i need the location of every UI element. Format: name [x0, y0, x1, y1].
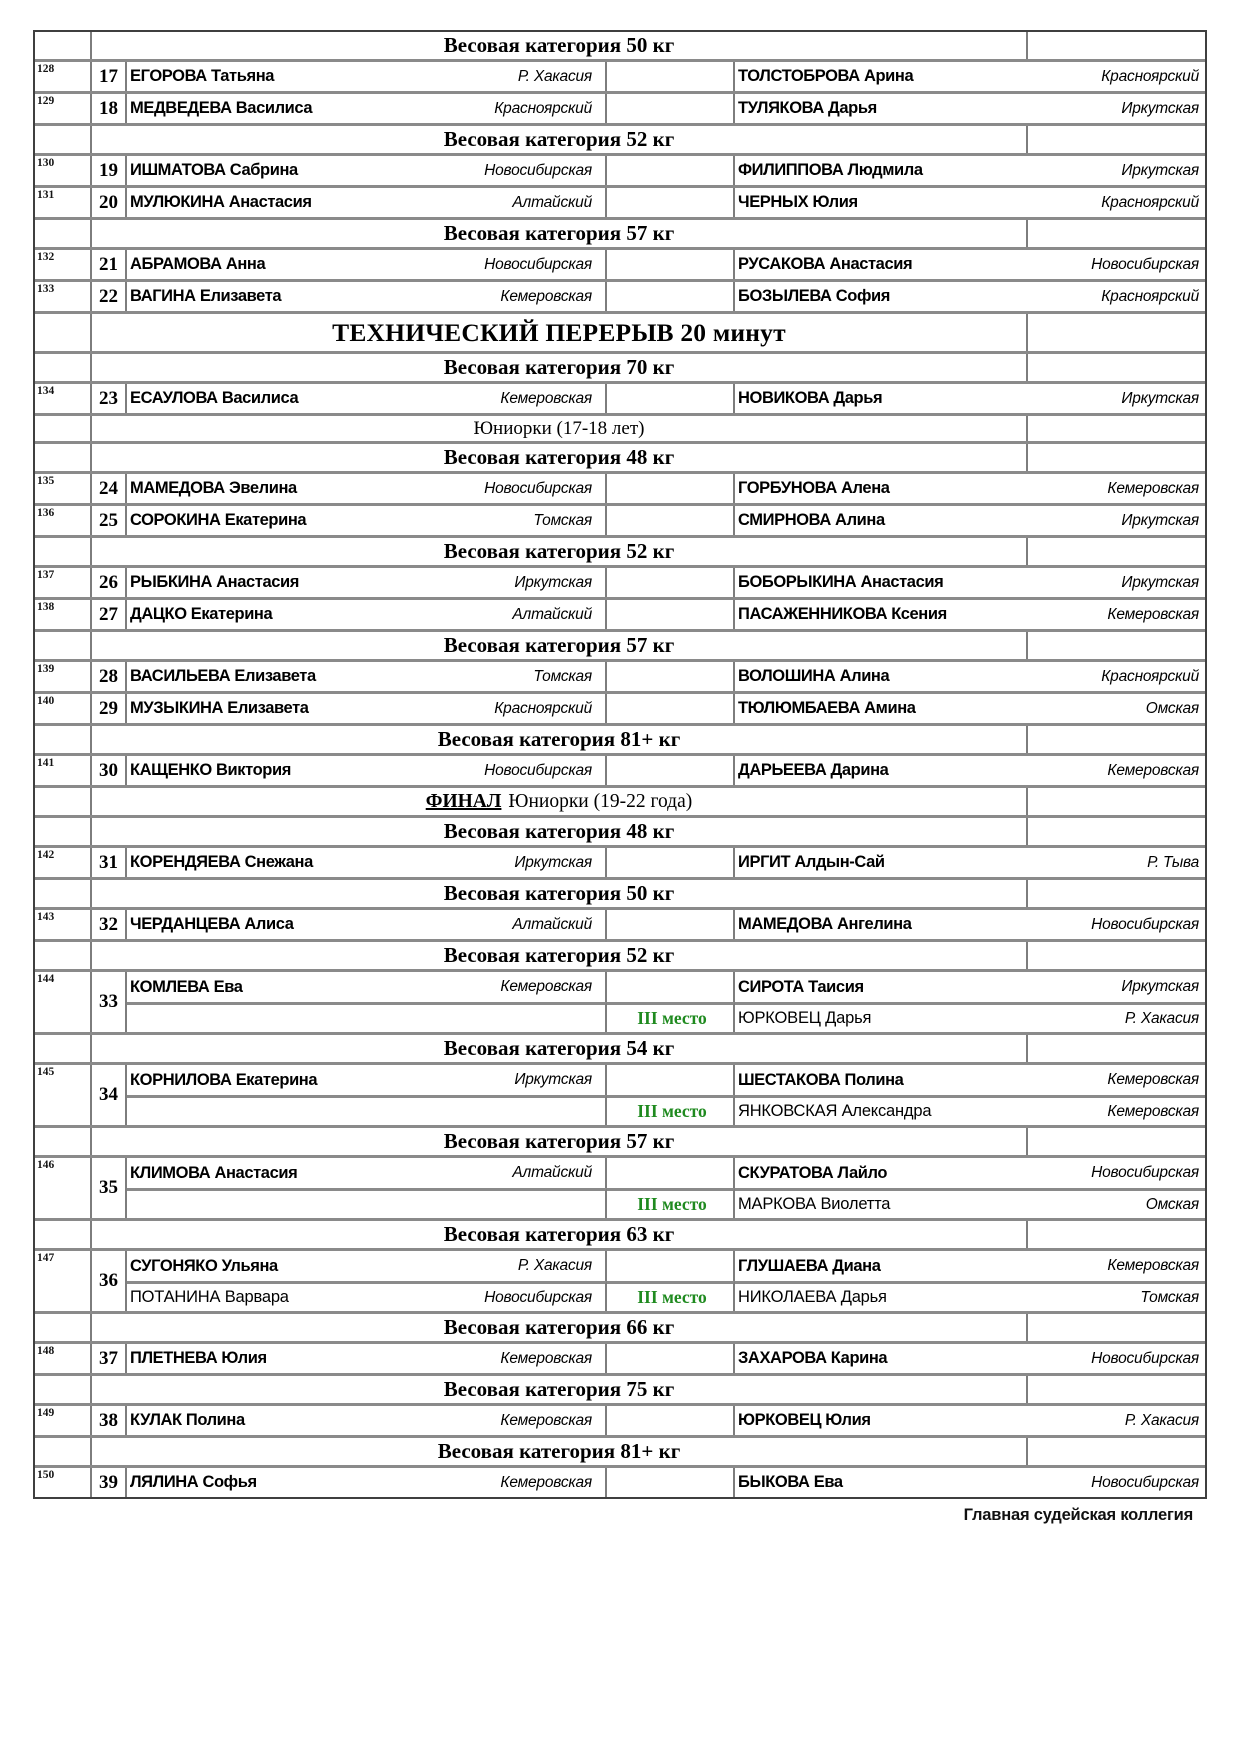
age-group-row: [35, 413, 1205, 441]
weight-category-row: [35, 535, 1205, 565]
bout-number: 29: [92, 694, 127, 723]
weight-category-title: Весовая категория 63 кг: [443, 1222, 675, 1246]
row-right-spacer: [1026, 942, 1205, 969]
left-competitor-name: МУЗЫКИНА Елизавета: [130, 699, 309, 717]
right-competitor-region: Кемеровская: [1107, 761, 1199, 779]
weight-category-title: Весовая категория 52 кг: [443, 127, 675, 151]
row-left-spacer: [35, 726, 92, 753]
bout-ref-number: 130: [35, 156, 92, 185]
right-competitor-name: НОВИКОВА Дарья: [738, 389, 883, 407]
right-competitor-name: СКУРАТОВА Лайло: [738, 1163, 888, 1182]
left-competitor-region: Томская: [460, 506, 607, 535]
left-competitor-region: Р. Хакасия: [460, 1251, 607, 1281]
weight-category-row: [35, 723, 1205, 753]
right-competitor-name: СМИРНОВА Алина: [738, 511, 885, 529]
third-place-right-region: Омская: [1026, 1188, 1205, 1218]
row-right-spacer: [1026, 32, 1205, 59]
bout-number: 26: [92, 568, 127, 597]
final-label: ФИНАЛ: [425, 790, 502, 812]
bout-ref-number: 146: [35, 1158, 92, 1218]
weight-category-row: [35, 815, 1205, 845]
bout-number: 19: [92, 156, 127, 185]
bout-number: 35: [92, 1158, 127, 1218]
bout-row: [35, 845, 1205, 877]
left-competitor-name: ЕСАУЛОВА Василиса: [130, 389, 299, 407]
right-competitor-region: Новосибирская: [1091, 915, 1199, 933]
bout-number: 20: [92, 188, 127, 217]
right-competitor-name: ПАСАЖЕННИКОВА Ксения: [738, 605, 947, 623]
right-competitor-name: СИРОТА Таисия: [738, 977, 864, 996]
final-group-row: [35, 785, 1205, 815]
bout-number: 18: [92, 94, 127, 123]
age-group-title: Юниорки (17-18 лет): [473, 417, 645, 439]
result-cell: [607, 568, 735, 597]
weight-category-title: Весовая категория 81+ кг: [437, 727, 681, 751]
left-competitor-region: Кемеровская: [460, 282, 607, 311]
third-place-label: III место: [607, 1188, 735, 1218]
third-place-right-name: ЯНКОВСКАЯ Александра: [735, 1095, 1026, 1125]
technical-break-row: [35, 311, 1205, 351]
left-competitor-name: ЛЯЛИНА Софья: [130, 1473, 257, 1491]
third-place-left-region: [460, 1095, 607, 1125]
left-competitor-region: Иркутская: [460, 848, 607, 877]
bout-ref-number: 144: [35, 972, 92, 1032]
bout-ref-number: 129: [35, 94, 92, 123]
right-competitor-region: Иркутская: [1121, 161, 1199, 179]
bout-number: 21: [92, 250, 127, 279]
row-right-spacer: [1026, 726, 1205, 753]
right-competitor-name: ТЮЛЮМБАЕВА Амина: [738, 699, 916, 717]
bout-ref-number: 150: [35, 1468, 92, 1497]
weight-category-title: Весовая категория 70 кг: [443, 355, 675, 379]
bout-ref-number: 131: [35, 188, 92, 217]
weight-category-row: [35, 32, 1205, 59]
weight-category-title: Весовая категория 57 кг: [443, 1129, 675, 1153]
weight-category-title: Весовая категория 48 кг: [443, 445, 675, 469]
left-competitor-region: Алтайский: [460, 188, 607, 217]
right-competitor-name: ГЛУШАЕВА Диана: [738, 1256, 881, 1275]
weight-category-title: Весовая категория 50 кг: [443, 33, 675, 57]
right-competitor-region: Р. Тыва: [1147, 853, 1199, 871]
bout-ref-number: 145: [35, 1065, 92, 1125]
weight-category-row: [35, 1435, 1205, 1465]
left-competitor-region: Новосибирская: [460, 756, 607, 785]
third-place-left-name: [127, 1095, 460, 1125]
weight-category-title: Весовая категория 50 кг: [443, 881, 675, 905]
result-cell: [607, 94, 735, 123]
row-right-spacer: [1026, 538, 1205, 565]
bout-row: [35, 691, 1205, 723]
left-competitor-name: АБРАМОВА Анна: [130, 255, 266, 273]
row-left-spacer: [35, 1314, 92, 1341]
row-right-spacer: [1026, 880, 1205, 907]
technical-break-title: ТЕХНИЧЕСКИЙ ПЕРЕРЫВ 20 минут: [332, 317, 786, 347]
right-competitor-region: Красноярский: [1101, 67, 1199, 85]
row-left-spacer: [35, 1376, 92, 1403]
bout-row: [35, 91, 1205, 123]
left-competitor-name: РЫБКИНА Анастасия: [130, 573, 300, 591]
weight-category-title: Весовая категория 75 кг: [443, 1377, 675, 1401]
weight-category-row: [35, 1311, 1205, 1341]
left-competitor-region: Кемеровская: [460, 1468, 607, 1497]
left-competitor-name: КОРЕНДЯЕВА Снежана: [130, 853, 313, 871]
bout-row: [35, 1403, 1205, 1435]
result-cell: [607, 1344, 735, 1373]
left-competitor-region: Алтайский: [460, 1158, 607, 1188]
bout-table: [33, 30, 1207, 1499]
result-cell: [607, 250, 735, 279]
right-competitor-region: Иркутская: [1121, 99, 1199, 117]
result-cell: [607, 282, 735, 311]
result-cell: [607, 1158, 735, 1188]
row-right-spacer: [1026, 126, 1205, 153]
weight-category-title: Весовая категория 52 кг: [443, 943, 675, 967]
right-competitor-region: Новосибирская: [1091, 1349, 1199, 1367]
bout-row: [35, 753, 1205, 785]
bout-ref-number: 128: [35, 62, 92, 91]
bout-ref-number: 138: [35, 600, 92, 629]
row-left-spacer: [35, 416, 92, 441]
result-cell: [607, 188, 735, 217]
bout-number: 31: [92, 848, 127, 877]
third-place-left-region: Новосибирская: [460, 1281, 607, 1311]
right-competitor-name: ВОЛОШИНА Алина: [738, 667, 890, 685]
bout-row: [35, 153, 1205, 185]
left-competitor-name: ПЛЕТНЕВА Юлия: [130, 1349, 267, 1367]
third-place-right-name: МАРКОВА Виолетта: [735, 1188, 1026, 1218]
weight-category-title: Весовая категория 54 кг: [443, 1036, 675, 1060]
bout-ref-number: 142: [35, 848, 92, 877]
left-competitor-name: ВАСИЛЬЕВА Елизавета: [130, 667, 316, 685]
left-competitor-region: Алтайский: [460, 600, 607, 629]
right-competitor-name: ДАРЬЕЕВА Дарина: [738, 761, 889, 779]
bout-row: [35, 597, 1205, 629]
result-cell: [607, 474, 735, 503]
third-place-left-name: [127, 1188, 460, 1218]
right-competitor-region: Кемеровская: [1107, 605, 1199, 623]
bout-number: 23: [92, 384, 127, 413]
row-right-spacer: [1026, 1128, 1205, 1155]
right-competitor-name: ЗАХАРОВА Карина: [738, 1349, 888, 1367]
bout-row: [35, 279, 1205, 311]
weight-category-row: [35, 1125, 1205, 1155]
bout-number: 34: [92, 1065, 127, 1125]
left-competitor-region: Красноярский: [460, 94, 607, 123]
final-group-label: Юниорки (19-22 года): [508, 790, 693, 812]
left-competitor-region: Кемеровская: [460, 1344, 607, 1373]
result-cell: [607, 156, 735, 185]
bout-number: 22: [92, 282, 127, 311]
row-left-spacer: [35, 1438, 92, 1465]
right-competitor-region: Р. Хакасия: [1124, 1411, 1199, 1429]
footer-signature: Главная судейская коллегия: [963, 1506, 1193, 1524]
row-left-spacer: [35, 632, 92, 659]
left-competitor-name: КУЛАК Полина: [130, 1411, 245, 1429]
row-left-spacer: [35, 942, 92, 969]
third-place-right-region: Кемеровская: [1026, 1095, 1205, 1125]
row-right-spacer: [1026, 220, 1205, 247]
left-competitor-region: Томская: [460, 662, 607, 691]
weight-category-row: [35, 629, 1205, 659]
left-competitor-name: МАМЕДОВА Эвелина: [130, 479, 297, 497]
bout-ref-number: 137: [35, 568, 92, 597]
left-competitor-name: КЛИМОВА Анастасия: [130, 1163, 298, 1182]
row-left-spacer: [35, 444, 92, 471]
bout-number: 36: [92, 1251, 127, 1311]
third-place-label: III место: [607, 1281, 735, 1311]
bout-row: [35, 565, 1205, 597]
bout-ref-number: 133: [35, 282, 92, 311]
bout-ref-number: 147: [35, 1251, 92, 1311]
left-competitor-name: ДАЦКО Екатерина: [130, 605, 273, 623]
left-competitor-name: ВАГИНА Елизавета: [130, 287, 282, 305]
left-competitor-name: СУГОНЯКО Ульяна: [130, 1256, 278, 1275]
third-place-left-region: [460, 1188, 607, 1218]
bout-ref-number: 148: [35, 1344, 92, 1373]
result-cell: [607, 910, 735, 939]
left-competitor-region: Кемеровская: [460, 384, 607, 413]
left-competitor-region: Красноярский: [460, 694, 607, 723]
result-cell: [607, 62, 735, 91]
bout-number: 25: [92, 506, 127, 535]
bout-row-with-third-place: [35, 1248, 1205, 1311]
left-competitor-name: ЧЕРДАНЦЕВА Алиса: [130, 915, 294, 933]
left-competitor-region: Алтайский: [460, 910, 607, 939]
weight-category-row: [35, 217, 1205, 247]
right-competitor-name: БОБОРЫКИНА Анастасия: [738, 573, 944, 591]
result-cell: [607, 506, 735, 535]
weight-category-row: [35, 123, 1205, 153]
row-right-spacer: [1026, 632, 1205, 659]
left-competitor-name: КОМЛЕВА Ева: [130, 977, 243, 996]
row-right-spacer: [1026, 416, 1205, 441]
third-place-left-name: ПОТАНИНА Варвара: [127, 1281, 460, 1311]
right-competitor-region: Омская: [1145, 699, 1199, 717]
bout-ref-number: 135: [35, 474, 92, 503]
left-competitor-region: Новосибирская: [460, 474, 607, 503]
row-left-spacer: [35, 880, 92, 907]
weight-category-row: [35, 939, 1205, 969]
row-left-spacer: [35, 1035, 92, 1062]
right-competitor-region: Новосибирская: [1091, 255, 1199, 273]
bout-row: [35, 471, 1205, 503]
bout-number: 33: [92, 972, 127, 1032]
weight-category-title: Весовая категория 48 кг: [443, 819, 675, 843]
result-cell: [607, 1065, 735, 1095]
third-place-label: III место: [607, 1002, 735, 1032]
row-left-spacer: [35, 220, 92, 247]
row-left-spacer: [35, 538, 92, 565]
right-competitor-region: Кемеровская: [1107, 1071, 1199, 1088]
right-competitor-name: РУСАКОВА Анастасия: [738, 255, 913, 273]
weight-category-title: Весовая категория 57 кг: [443, 221, 675, 245]
third-place-right-region: Томская: [1026, 1281, 1205, 1311]
bout-row: [35, 1465, 1205, 1497]
left-competitor-name: ЕГОРОВА Татьяна: [130, 67, 275, 85]
left-competitor-region: Кемеровская: [460, 972, 607, 1002]
left-competitor-name: КАЩЕНКО Виктория: [130, 761, 291, 779]
bout-ref-number: 134: [35, 384, 92, 413]
weight-category-row: [35, 1218, 1205, 1248]
bout-row: [35, 185, 1205, 217]
left-competitor-name: ИШМАТОВА Сабрина: [130, 161, 298, 179]
weight-category-title: Весовая категория 66 кг: [443, 1315, 675, 1339]
bout-number: 17: [92, 62, 127, 91]
bout-ref-number: 149: [35, 1406, 92, 1435]
bout-number: 28: [92, 662, 127, 691]
weight-category-row: [35, 351, 1205, 381]
right-competitor-region: Кемеровская: [1107, 1257, 1199, 1274]
bout-row: [35, 59, 1205, 91]
bout-row: [35, 503, 1205, 535]
final-group-title: [92, 788, 1026, 815]
right-competitor-name: ИРГИТ Алдын-Сай: [738, 853, 885, 871]
right-competitor-region: Красноярский: [1101, 193, 1199, 211]
bout-ref-number: 141: [35, 756, 92, 785]
left-competitor-name: МУЛЮКИНА Анастасия: [130, 193, 312, 211]
left-competitor-name: КОРНИЛОВА Екатерина: [130, 1070, 318, 1089]
third-place-right-region: Р. Хакасия: [1026, 1002, 1205, 1032]
right-competitor-region: Красноярский: [1101, 667, 1199, 685]
left-competitor-region: Кемеровская: [460, 1406, 607, 1435]
row-right-spacer: [1026, 1376, 1205, 1403]
row-right-spacer: [1026, 1314, 1205, 1341]
result-cell: [607, 1406, 735, 1435]
bout-number: 37: [92, 1344, 127, 1373]
row-right-spacer: [1026, 444, 1205, 471]
row-left-spacer: [35, 314, 92, 351]
result-cell: [607, 384, 735, 413]
bout-ref-number: 139: [35, 662, 92, 691]
row-right-spacer: [1026, 1035, 1205, 1062]
right-competitor-region: Иркутская: [1121, 389, 1199, 407]
third-place-left-name: [127, 1002, 460, 1032]
result-cell: [607, 1468, 735, 1497]
weight-category-row: [35, 1032, 1205, 1062]
bout-ref-number: 132: [35, 250, 92, 279]
right-competitor-name: ТОЛСТОБРОВА Арина: [738, 67, 914, 85]
third-place-label: III место: [607, 1095, 735, 1125]
right-competitor-region: Новосибирская: [1091, 1473, 1199, 1491]
third-place-right-name: НИКОЛАЕВА Дарья: [735, 1281, 1026, 1311]
left-competitor-region: Иркутская: [460, 1065, 607, 1095]
bout-ref-number: 136: [35, 506, 92, 535]
result-cell: [607, 756, 735, 785]
result-cell: [607, 848, 735, 877]
left-competitor-region: Новосибирская: [460, 156, 607, 185]
third-place-left-region: [460, 1002, 607, 1032]
left-competitor-name: СОРОКИНА Екатерина: [130, 511, 307, 529]
row-right-spacer: [1026, 788, 1205, 815]
row-left-spacer: [35, 788, 92, 815]
bout-row: [35, 1341, 1205, 1373]
right-competitor-region: Иркутская: [1121, 978, 1199, 995]
bout-row: [35, 247, 1205, 279]
bout-number: 24: [92, 474, 127, 503]
result-cell: [607, 662, 735, 691]
bout-ref-number: 140: [35, 694, 92, 723]
bout-row: [35, 659, 1205, 691]
right-competitor-name: БОЗЫЛЕВА София: [738, 287, 890, 305]
result-cell: [607, 972, 735, 1002]
bout-row: [35, 907, 1205, 939]
right-competitor-region: Иркутская: [1121, 573, 1199, 591]
row-right-spacer: [1026, 1438, 1205, 1465]
right-competitor-name: ШЕСТАКОВА Полина: [738, 1070, 904, 1089]
right-competitor-region: Иркутская: [1121, 511, 1199, 529]
bout-number: 38: [92, 1406, 127, 1435]
third-place-right-name: ЮРКОВЕЦ Дарья: [735, 1002, 1026, 1032]
result-cell: [607, 1251, 735, 1281]
row-right-spacer: [1026, 818, 1205, 845]
bout-number: 27: [92, 600, 127, 629]
right-competitor-name: БЫКОВА Ева: [738, 1473, 843, 1491]
weight-category-row: [35, 877, 1205, 907]
right-competitor-name: МАМЕДОВА Ангелина: [738, 915, 912, 933]
weight-category-row: [35, 441, 1205, 471]
left-competitor-region: Новосибирская: [460, 250, 607, 279]
bout-row-with-third-place: [35, 969, 1205, 1032]
bout-row: [35, 381, 1205, 413]
row-right-spacer: [1026, 354, 1205, 381]
result-cell: [607, 600, 735, 629]
right-competitor-name: ТУЛЯКОВА Дарья: [738, 99, 877, 117]
row-left-spacer: [35, 1221, 92, 1248]
right-competitor-name: ЧЕРНЫХ Юлия: [738, 193, 858, 211]
row-left-spacer: [35, 32, 92, 59]
right-competitor-region: Красноярский: [1101, 287, 1199, 305]
left-competitor-region: Иркутская: [460, 568, 607, 597]
left-competitor-name: МЕДВЕДЕВА Василиса: [130, 99, 313, 117]
left-competitor-region: Р. Хакасия: [460, 62, 607, 91]
row-left-spacer: [35, 818, 92, 845]
right-competitor-region: Кемеровская: [1107, 479, 1199, 497]
row-left-spacer: [35, 1128, 92, 1155]
weight-category-title: Весовая категория 81+ кг: [437, 1439, 681, 1463]
result-cell: [607, 694, 735, 723]
bout-row-with-third-place: [35, 1155, 1205, 1218]
bout-number: 32: [92, 910, 127, 939]
bout-ref-number: 143: [35, 910, 92, 939]
right-competitor-region: Новосибирская: [1091, 1164, 1199, 1181]
row-right-spacer: [1026, 1221, 1205, 1248]
bout-number: 39: [92, 1468, 127, 1497]
right-competitor-name: ГОРБУНОВА Алена: [738, 479, 890, 497]
right-competitor-name: ФИЛИППОВА Людмила: [738, 161, 923, 179]
row-left-spacer: [35, 354, 92, 381]
weight-category-title: Весовая категория 57 кг: [443, 633, 675, 657]
weight-category-title: Весовая категория 52 кг: [443, 539, 675, 563]
row-right-spacer: [1026, 314, 1205, 351]
row-left-spacer: [35, 126, 92, 153]
bout-number: 30: [92, 756, 127, 785]
bout-row-with-third-place: [35, 1062, 1205, 1125]
right-competitor-name: ЮРКОВЕЦ Юлия: [738, 1411, 871, 1429]
weight-category-row: [35, 1373, 1205, 1403]
